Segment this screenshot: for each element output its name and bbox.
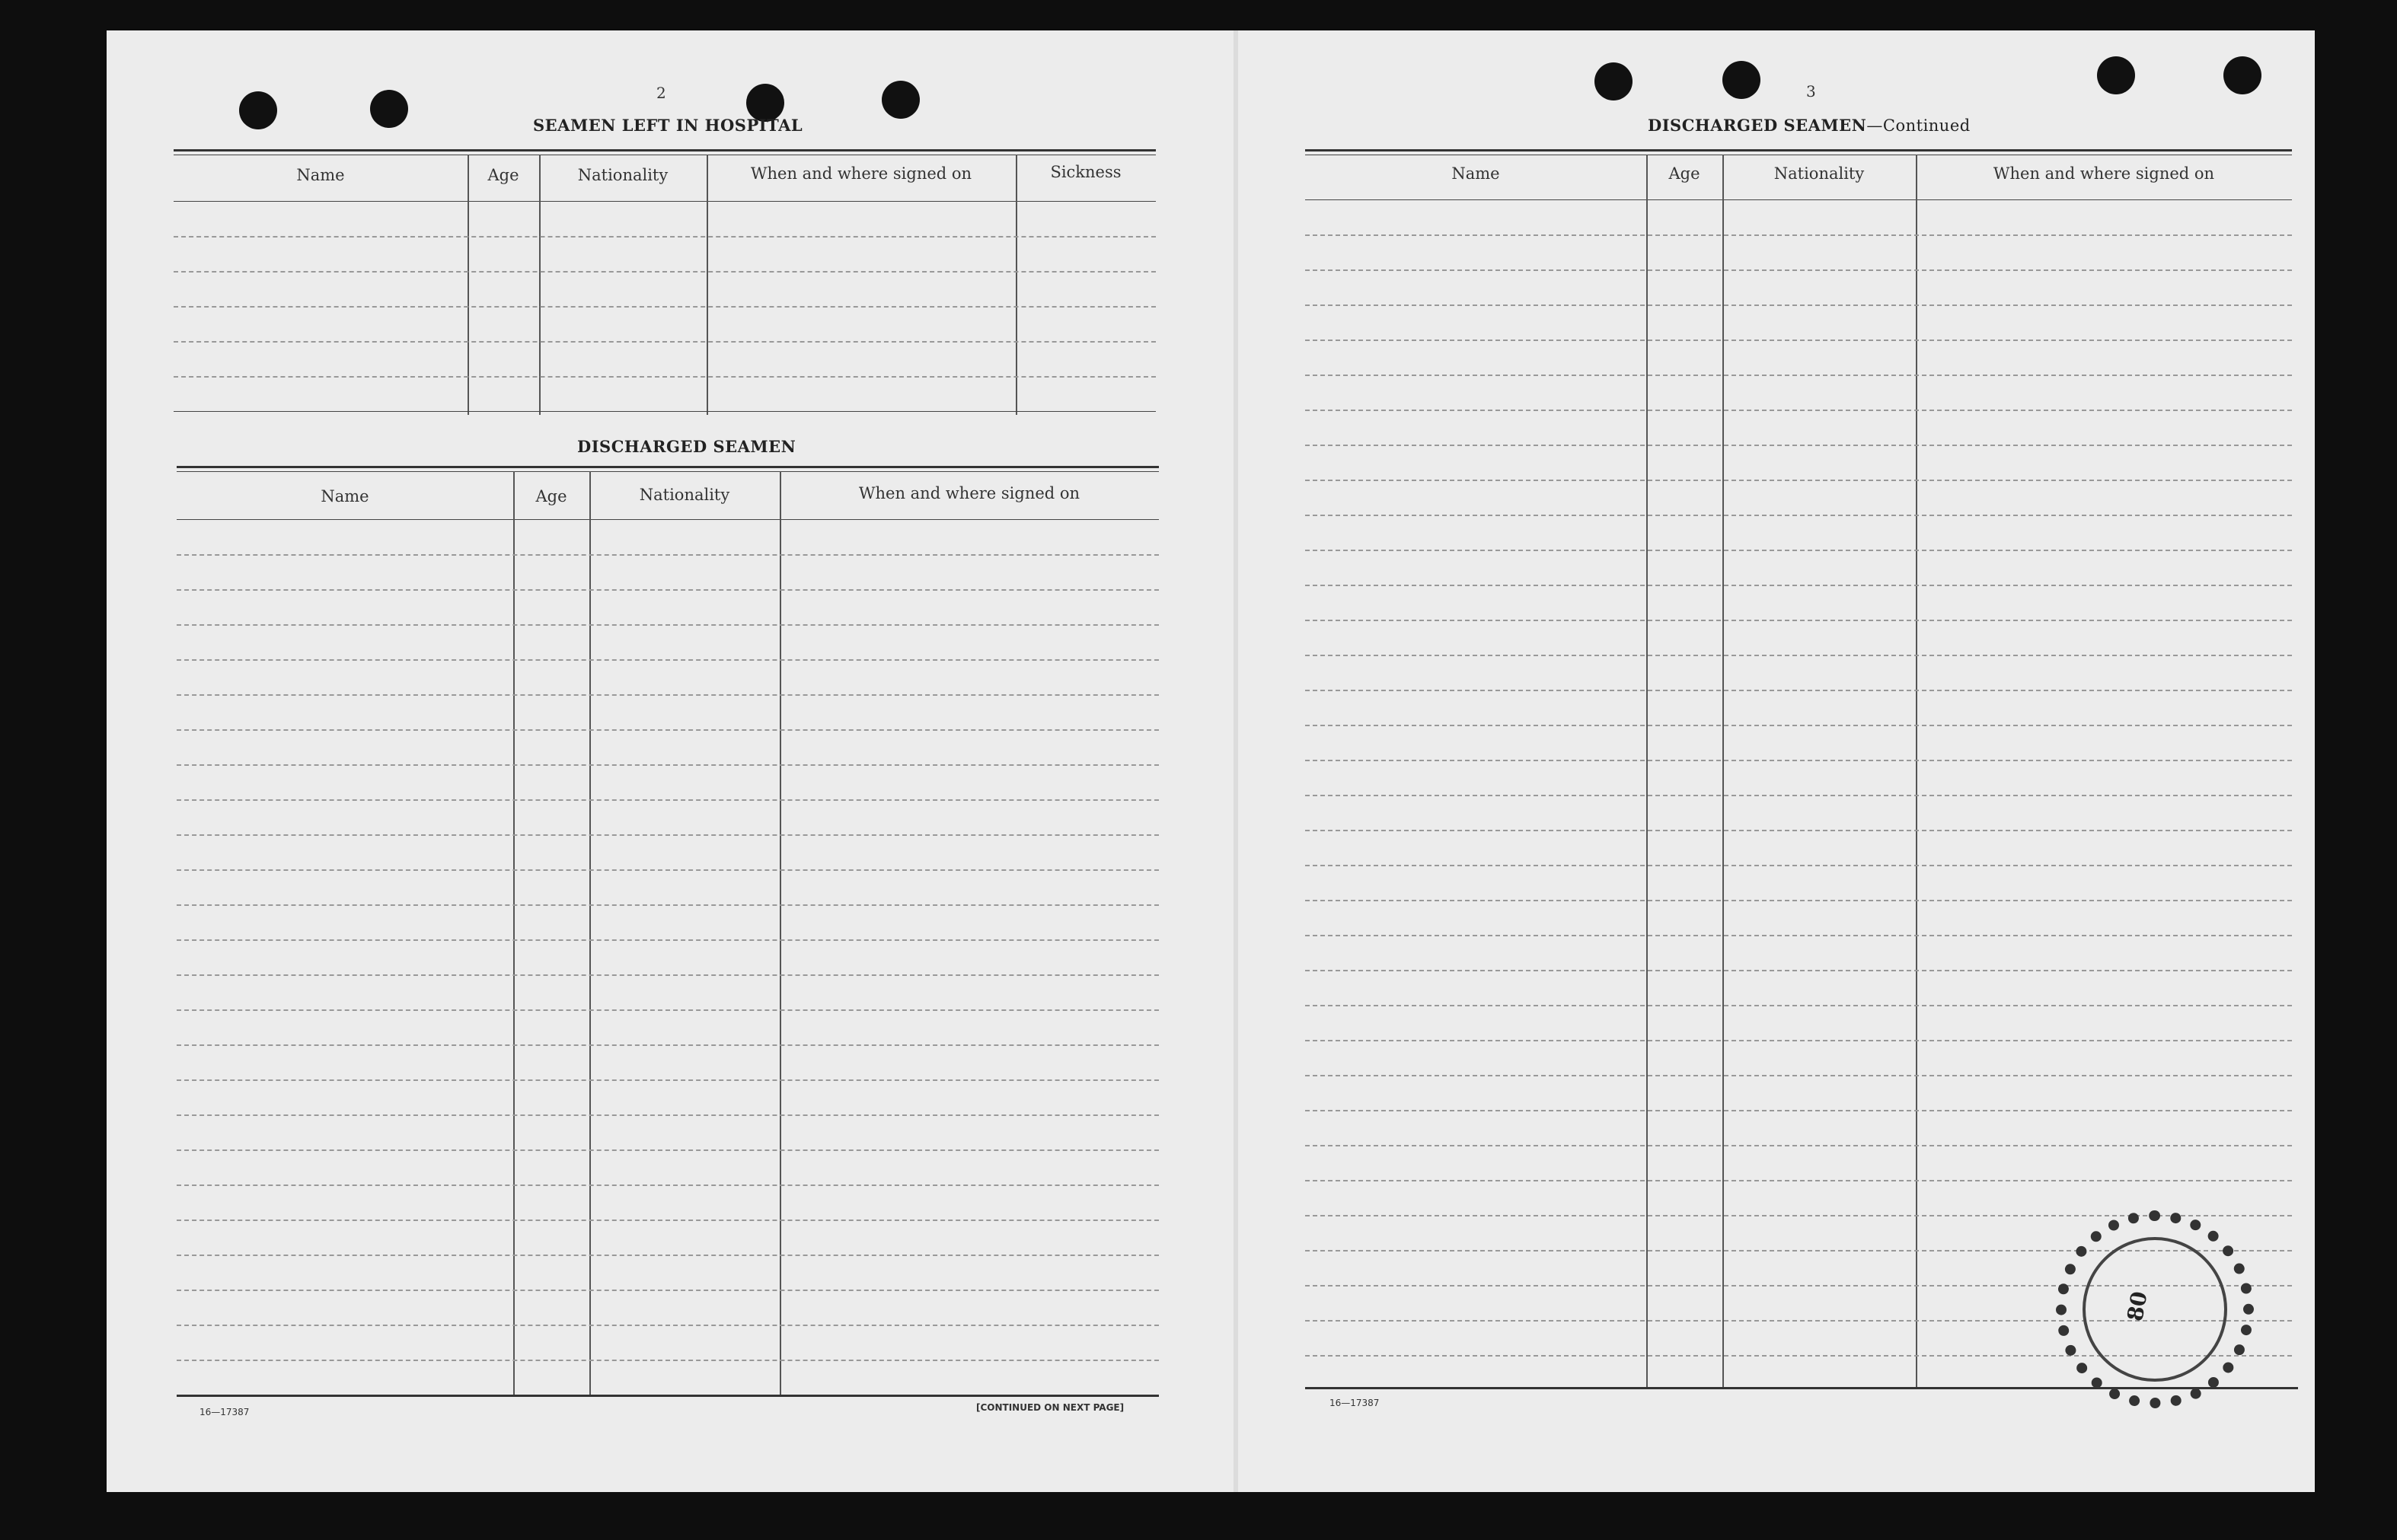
punch-hole <box>239 91 277 129</box>
punch-hole <box>882 81 920 119</box>
column-header-sickness: Sickness <box>1050 163 1122 181</box>
entry-line <box>177 1184 1159 1186</box>
entry-line <box>177 1044 1159 1046</box>
column-header-age: Age <box>535 487 567 505</box>
rule <box>174 411 1156 412</box>
column-header-name: Name <box>321 487 369 505</box>
entry-line <box>177 1009 1159 1011</box>
entry-line <box>1305 515 2292 516</box>
page-fold <box>1234 30 1238 1492</box>
entry-line <box>1305 935 2292 936</box>
column-divider <box>780 471 781 1397</box>
entry-line <box>177 1149 1159 1151</box>
page-number-left: 2 <box>656 84 666 102</box>
right-section-title <box>1648 116 1971 135</box>
right-title-bold: DISCHARGED SEAMEN <box>1648 116 1867 135</box>
entry-line <box>177 729 1159 731</box>
column-header-nationality: Nationality <box>639 486 730 504</box>
entry-line <box>1305 1145 2292 1146</box>
entry-line <box>1305 690 2292 691</box>
entry-line <box>177 764 1159 766</box>
entry-line <box>1305 375 2292 376</box>
entry-line <box>1305 1075 2292 1076</box>
entry-line <box>174 306 1156 308</box>
entry-line <box>1305 585 2292 586</box>
discharged-section-title: DISCHARGED SEAMEN <box>577 437 796 456</box>
entry-line <box>1305 340 2292 341</box>
entry-line <box>1305 655 2292 656</box>
entry-line <box>177 1290 1159 1291</box>
entry-line <box>177 939 1159 941</box>
entry-line <box>1305 970 2292 971</box>
entry-line <box>1305 1005 2292 1006</box>
column-header-name: Name <box>296 166 345 184</box>
page-number-right: 3 <box>1806 82 1816 100</box>
entry-line <box>1305 550 2292 551</box>
column-header-age: Age <box>1668 164 1700 183</box>
punch-hole <box>2097 56 2135 94</box>
rule <box>177 471 1159 472</box>
rule <box>1305 149 2292 151</box>
entry-line <box>177 799 1159 801</box>
punch-hole <box>1594 62 1633 100</box>
column-divider <box>589 471 591 1397</box>
rule <box>1305 199 2292 200</box>
form-number-right: 16—17387 <box>1329 1398 1380 1408</box>
punch-hole <box>370 90 408 128</box>
rule <box>174 149 1156 151</box>
rule <box>177 466 1159 468</box>
entry-line <box>177 1220 1159 1221</box>
entry-line <box>177 624 1159 626</box>
entry-line <box>1305 445 2292 446</box>
entry-line <box>1305 1180 2292 1181</box>
entry-line <box>1305 234 2292 236</box>
entry-line <box>1305 480 2292 481</box>
entry-line <box>177 1255 1159 1256</box>
entry-line <box>177 694 1159 696</box>
entry-line <box>177 554 1159 556</box>
entry-line <box>1305 269 2292 271</box>
entry-line <box>1305 760 2292 761</box>
entry-line <box>1305 725 2292 726</box>
entry-line <box>174 236 1156 238</box>
right-title-continued: —Continued <box>1866 116 1971 135</box>
entry-line <box>174 271 1156 273</box>
rule <box>174 201 1156 202</box>
punch-hole <box>2223 56 2261 94</box>
entry-line <box>1305 865 2292 866</box>
entry-line <box>174 341 1156 343</box>
entry-line <box>1305 830 2292 831</box>
entry-line <box>1305 410 2292 411</box>
entry-line <box>1305 620 2292 621</box>
entry-line <box>177 589 1159 591</box>
entry-line <box>177 834 1159 836</box>
continued-note: [CONTINUED ON NEXT PAGE] <box>976 1402 1125 1413</box>
hospital-section-title: SEAMEN LEFT IN HOSPITAL <box>533 116 803 135</box>
entry-line <box>1305 1040 2292 1041</box>
column-header-nationality: Nationality <box>1773 164 1865 183</box>
punch-hole <box>1722 61 1760 99</box>
entry-line <box>177 1325 1159 1326</box>
column-header-signed-on: When and where signed on <box>858 484 1080 502</box>
column-header-nationality: Nationality <box>577 166 669 184</box>
entry-line <box>174 376 1156 378</box>
entry-line <box>177 869 1159 871</box>
entry-line <box>1305 304 2292 306</box>
entry-line <box>177 1079 1159 1081</box>
stamp-date: 80 <box>2122 1289 2153 1323</box>
entry-line <box>177 904 1159 906</box>
column-header-name: Name <box>1451 164 1500 183</box>
column-divider <box>513 471 515 1397</box>
entry-line <box>1305 795 2292 796</box>
entry-line <box>1305 900 2292 901</box>
form-number-left: 16—17387 <box>199 1407 250 1417</box>
entry-line <box>177 1360 1159 1361</box>
document-sheet <box>107 30 2315 1492</box>
column-header-age: Age <box>487 166 519 184</box>
entry-line <box>1305 1110 2292 1111</box>
rule <box>177 519 1159 520</box>
rule <box>177 1395 1159 1397</box>
entry-line <box>177 1114 1159 1116</box>
entry-line <box>177 974 1159 976</box>
entry-line <box>177 659 1159 661</box>
column-header-signed-on: When and where signed on <box>750 164 972 183</box>
column-header-signed-on: When and where signed on <box>1993 164 2215 183</box>
